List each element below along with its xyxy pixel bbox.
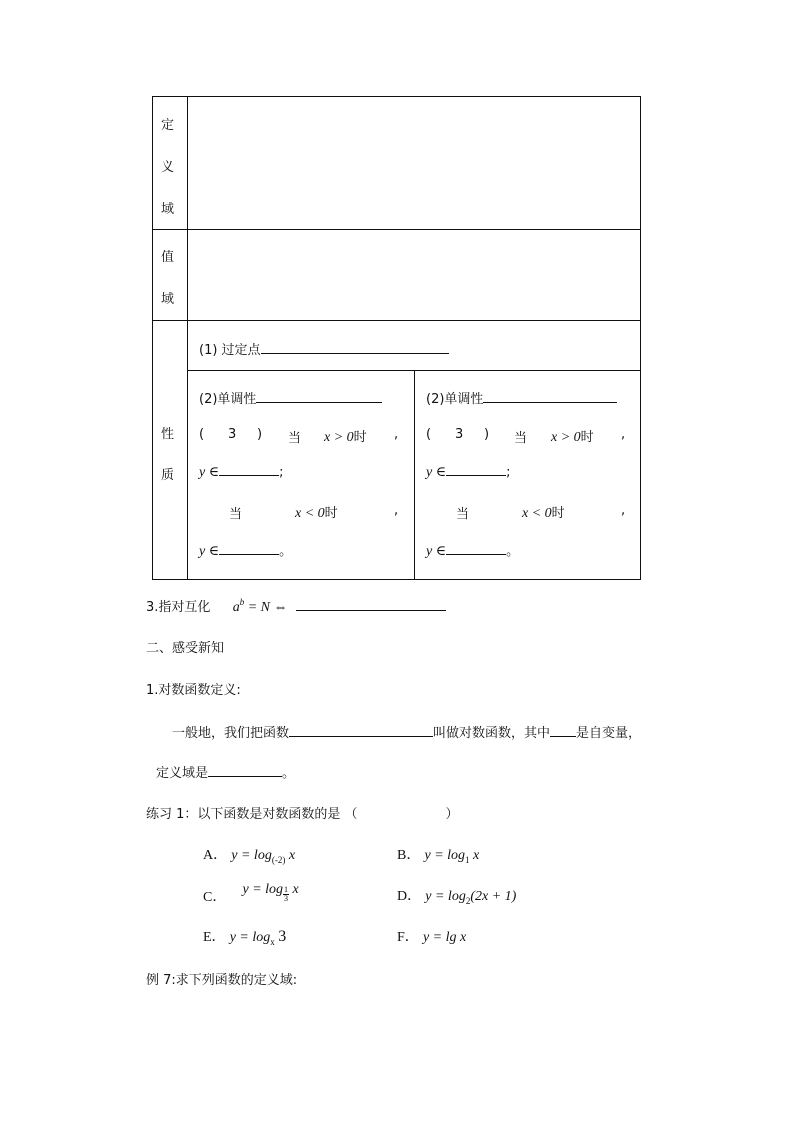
mono-left-row	[199, 388, 382, 407]
label-domain-3: 域	[161, 202, 175, 217]
cond3-left-comma: ,	[394, 427, 399, 442]
def-variable-blank[interactable]	[550, 724, 576, 737]
heading-new-knowledge: 二、感受新知	[146, 641, 225, 656]
mono-left-label: (2)单调性	[199, 392, 257, 407]
option-e[interactable]: E． $y = \log_x 3$	[203, 928, 287, 947]
table-middle-divider	[414, 370, 415, 580]
cond3-left-when: 当	[288, 431, 302, 446]
cond3-right-when: 当	[514, 431, 528, 446]
right-yin-2: y ∈ 。	[426, 544, 520, 559]
cond3-right-close: )	[484, 427, 490, 442]
right-yin-1: y ∈ ;	[426, 465, 511, 480]
def-domain-blank[interactable]	[208, 764, 282, 777]
right-yin-2-blank[interactable]	[446, 542, 506, 555]
fixed-point-blank[interactable]	[261, 341, 449, 354]
cond3-right-open: (	[426, 427, 432, 442]
left-yin-2: y ∈ 。	[199, 544, 293, 559]
def-function-blank[interactable]	[289, 724, 433, 737]
right-when2: 当	[456, 507, 470, 522]
table-border-bottom	[152, 579, 641, 580]
label-range-1: 值	[161, 250, 175, 265]
cond3-left-xgt: x > 0时	[324, 430, 367, 445]
cond3-left-num: 3	[228, 427, 237, 442]
cond3-right-xgt: x > 0时	[551, 430, 594, 445]
cond3-right-comma: ,	[621, 427, 626, 442]
definition-title: 1.对数函数定义:	[146, 683, 241, 698]
label-domain-1: 定	[161, 118, 175, 133]
cond3-right-num: 3	[455, 427, 464, 442]
option-d[interactable]: D． $y = \log_2(2x + 1)$	[397, 889, 517, 906]
left-yin-1: y ∈ ;	[199, 465, 284, 480]
left-when2: 当	[229, 507, 243, 522]
option-a[interactable]: A． $y = \log_{(-2)} x$	[203, 848, 296, 865]
option-f[interactable]: F． y = lg x	[397, 930, 467, 945]
table-border-top	[152, 96, 641, 97]
exercise-1: 练习 1：以下函数是对数函数的是 （ ）	[146, 807, 459, 822]
option-c[interactable]: C． y = log $\frac{1}{3}$ x	[203, 882, 299, 905]
cond3-left-open: (	[199, 427, 205, 442]
fixed-point-label: (1) 过定点	[199, 343, 261, 358]
definition-line-1: 一般地，我们把函数 叫做对数函数，其中 是自变量，	[172, 726, 642, 741]
mono-right-blank[interactable]	[483, 390, 617, 403]
right-yin-1-blank[interactable]	[446, 463, 506, 476]
example-7: 例 7:求下列函数的定义域:	[146, 973, 298, 988]
table-border-left	[152, 96, 153, 580]
point3-blank[interactable]	[296, 598, 446, 611]
right-xlt: x < 0时	[522, 506, 565, 521]
mono-right-row	[426, 388, 617, 407]
right-comma2: ,	[621, 503, 626, 518]
mono-right-label: (2)单调性	[426, 392, 484, 407]
table-label-divider	[187, 96, 188, 580]
point3-formula: $a^b = N$ ⇔	[232, 597, 288, 615]
left-xlt: x < 0时	[295, 506, 338, 521]
left-yin-1-blank[interactable]	[219, 463, 279, 476]
label-domain-2: 义	[161, 160, 175, 175]
point3-label: 3.指对互化	[146, 600, 211, 615]
point3-row	[146, 596, 446, 616]
left-comma2: ,	[394, 503, 399, 518]
fixed-point-row	[199, 339, 449, 358]
label-range-2: 域	[161, 292, 175, 307]
option-b[interactable]: B． $y = \log_1 x$	[397, 848, 480, 865]
table-border-right	[640, 96, 641, 580]
label-props-1: 性	[161, 427, 175, 442]
definition-line-2: 定义域是 。	[156, 766, 296, 781]
table-row-divider-1	[152, 229, 641, 230]
table-row-divider-2	[152, 320, 641, 321]
mono-left-blank[interactable]	[256, 390, 382, 403]
label-props-2: 质	[161, 468, 175, 483]
cond3-left-close: )	[257, 427, 263, 442]
left-yin-2-blank[interactable]	[219, 542, 279, 555]
